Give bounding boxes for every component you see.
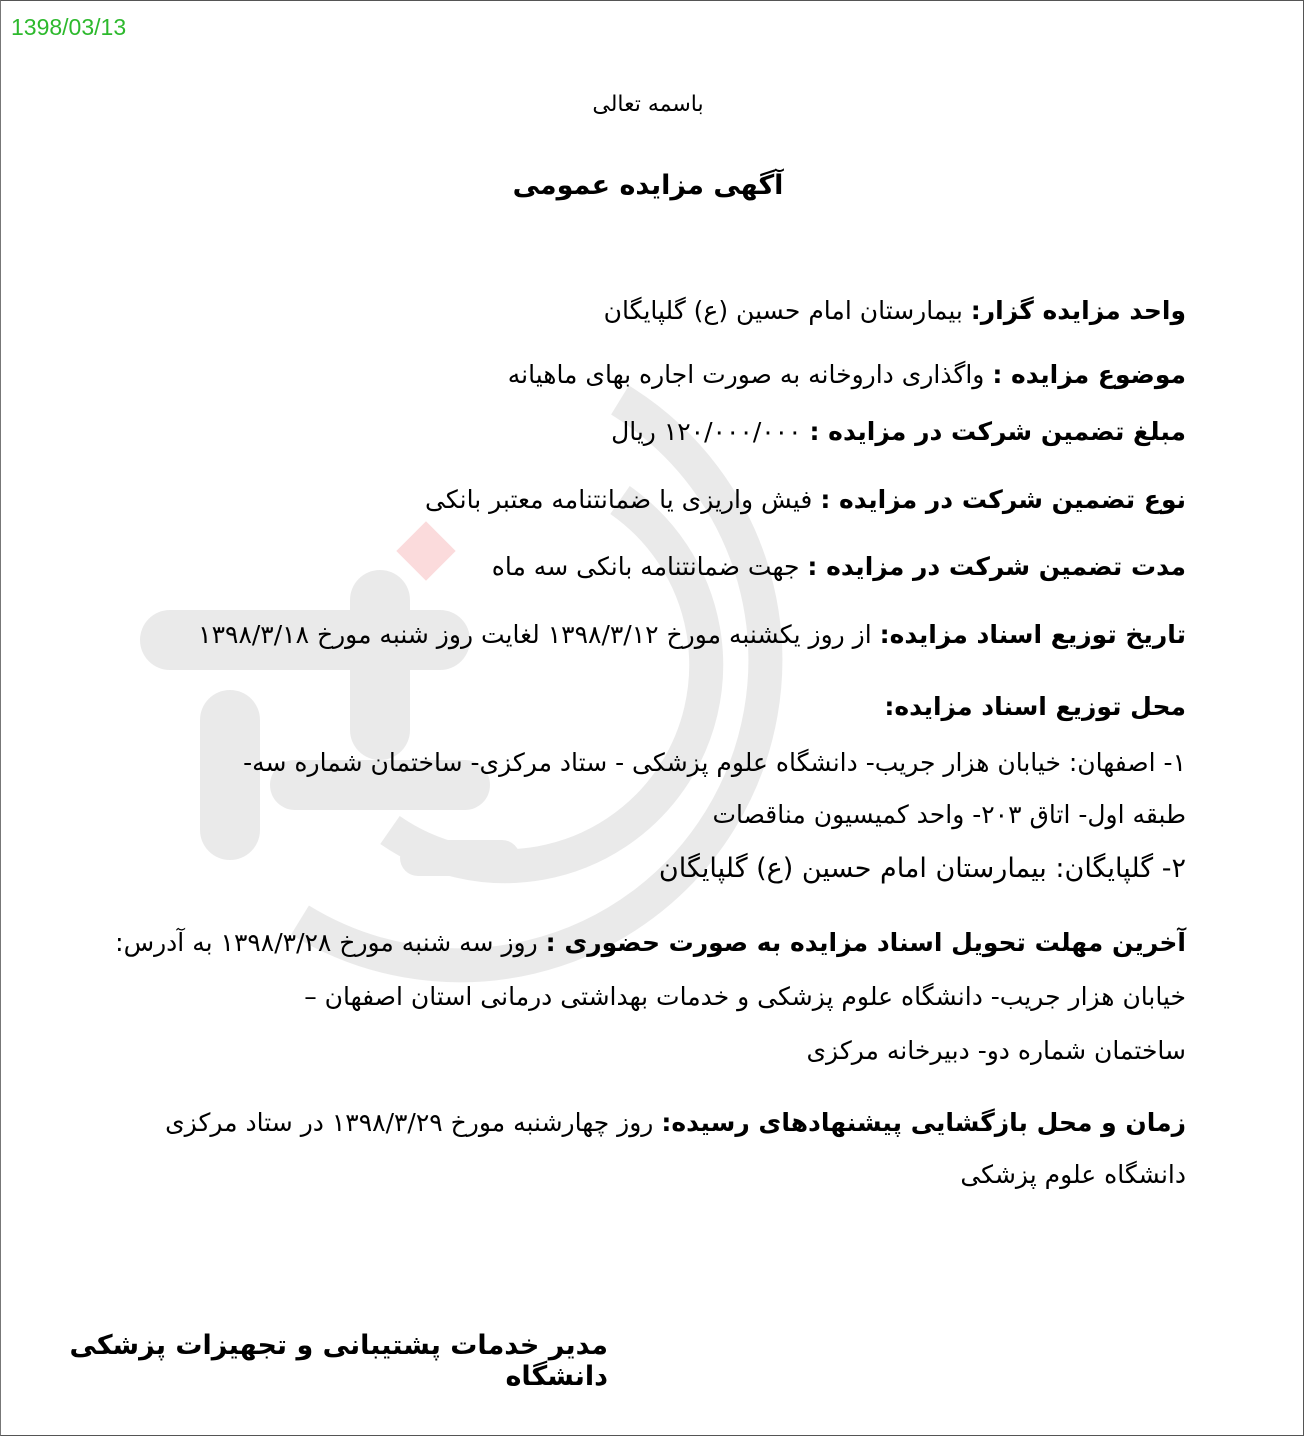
guarantee-amount-label: مبلغ تضمین شرکت در مزایده : — [809, 417, 1186, 446]
deadline-address-line-2: ساختمان شماره دو- دبیرخانه مرکزی — [806, 1036, 1186, 1065]
guarantee-amount-value: ۱۲۰/۰۰۰/۰۰۰ ریال — [611, 417, 810, 446]
deadline-address-line-1: خیابان هزار جریب- دانشگاه علوم پزشکی و خدمات بهداشتی درمانی استان اصفهان – — [304, 982, 1186, 1011]
guarantee-type-line — [110, 473, 1186, 527]
deadline-line — [110, 916, 1186, 970]
guarantee-type-label: نوع تضمین شرکت در مزایده : — [820, 485, 1186, 514]
deadline-value: روز سه شنبه مورخ ۱۳۹۸/۳/۲۸ به آدرس: — [115, 928, 546, 957]
distribution-date-value: از روز یکشنبه مورخ ۱۳۹۸/۳/۱۲ لغایت روز شنبه مورخ ۱۳۹۸/۳/۱۸ — [198, 620, 880, 649]
place-1-line-1: ۱- اصفهان: خیابان هزار جریب- دانشگاه علوم پزشکی - ستاد مرکزی- ساختمان شماره سه- — [243, 748, 1186, 777]
guarantee-duration-value: جهت ضمانتنامه بانکی سه ماه — [491, 552, 808, 581]
organizer-value: بیمارستان امام حسین (ع) گلپایگان — [603, 296, 971, 325]
signature-title: مدیر خدمات پشتیبانی و تجهیزات پزشکی دانشگاه — [69, 1330, 608, 1392]
subject-line — [110, 348, 1186, 402]
guarantee-duration-label: مدت تضمین شرکت در مزایده : — [807, 552, 1186, 581]
opening-label: زمان و محل بازگشایی پیشنهادهای رسیده: — [661, 1108, 1186, 1137]
subject-label: موضوع مزایده : — [992, 360, 1186, 389]
date-stamp: 1398/03/13 — [11, 14, 127, 40]
place-1-line-2: طبقه اول- اتاق ۲۰۳- واحد کمیسیون مناقصات — [712, 800, 1186, 829]
guarantee-type-value: فیش واریزی یا ضمانتنامه معتبر بانکی — [425, 485, 821, 514]
bismillah-heading: باسمه تعالی — [592, 92, 704, 117]
organizer-label: واحد مزایده گزار: — [970, 296, 1186, 325]
notice-title: آگهی مزایده عمومی — [512, 170, 784, 201]
opening-line — [110, 1096, 1186, 1150]
organizer-line — [110, 284, 1186, 338]
opening-value: روز چهارشنبه مورخ ۱۳۹۸/۳/۲۹ در ستاد مرکزی — [165, 1108, 662, 1137]
place-2-line: ۲- گلپایگان: بیمارستان امام حسین (ع) گلپایگان — [658, 853, 1186, 884]
guarantee-duration-line — [110, 540, 1186, 594]
distribution-place-label: محل توزیع اسناد مزایده: — [884, 692, 1186, 721]
deadline-label: آخرین مهلت تحویل اسناد مزایده به صورت حضوری : — [545, 928, 1186, 957]
distribution-date-label: تاریخ توزیع اسناد مزایده: — [879, 620, 1186, 649]
opening-line-2: دانشگاه علوم پزشکی — [960, 1160, 1186, 1189]
distribution-date-line — [110, 608, 1186, 662]
distribution-place-heading — [110, 680, 1186, 734]
subject-value: واگذاری داروخانه به صورت اجاره بهای ماهیانه — [507, 360, 993, 389]
guarantee-amount-line — [110, 405, 1186, 459]
